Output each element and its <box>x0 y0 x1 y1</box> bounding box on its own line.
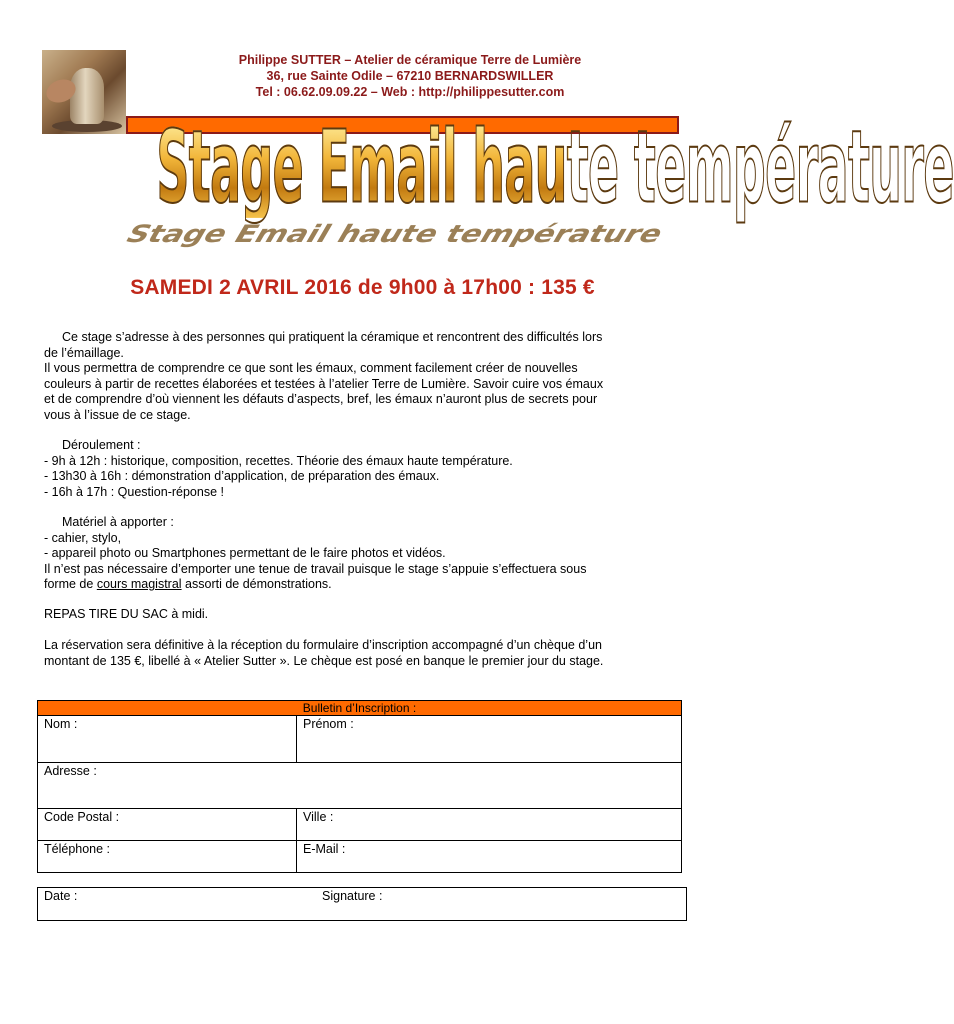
adresse-field[interactable]: Adresse : <box>38 763 682 809</box>
intro-line: couleurs à partir de recettes élaborées et testées à l’atelier Terre de Lumière. Savoir cuire vos émaux <box>44 376 604 391</box>
reservation-section <box>44 638 664 669</box>
registration-form <box>37 700 682 873</box>
intro-line: et de comprendre d’où viennent les défauts d’aspects, bref, les émaux n’auront plus de secrets pour <box>44 392 598 406</box>
lunch-note: REPAS TIRE DU SAC à midi. <box>44 607 209 621</box>
reservation-line: montant de 135 €, libellé à « Atelier Sutter ». Le chèque est posé en banque le premier jour du stage. <box>44 653 604 668</box>
reservation-line: La réservation sera définitive à la réception du formulaire d’inscription accompagné d’un chèque d’un <box>44 638 602 652</box>
vase-shape <box>70 68 104 124</box>
materials-item: - cahier, stylo, <box>44 530 122 545</box>
pottery-photo <box>42 50 126 134</box>
intro-line: Ce stage s’adresse à des personnes qui pratiquent la céramique et rencontrent des difficultés lors <box>62 330 603 344</box>
page-title-shadow: Stage Email haute température <box>119 220 670 248</box>
schedule-heading: Déroulement : <box>62 438 141 452</box>
schedule-section <box>44 438 664 500</box>
materials-item: - appareil photo ou Smartphones permettant de le faire photos et vidéos. <box>44 546 446 560</box>
telephone-field[interactable]: Téléphone : <box>38 841 297 873</box>
header-address: 36, rue Sainte Odile – 67210 BERNARDSWILLER <box>266 69 554 83</box>
materials-note-end: assorti de démonstrations. <box>181 577 332 591</box>
signature-form <box>37 887 687 921</box>
materials-note-start: forme de <box>44 577 97 591</box>
schedule-item: - 16h à 17h : Question-réponse ! <box>44 484 224 499</box>
cours-magistral-text: cours magistral <box>96 577 182 591</box>
materials-note: Il n’est pas nécessaire d’emporter une tenue de travail puisque le stage s’appuie s’effectuera sous <box>44 561 587 576</box>
intro-line: Il vous permettra de comprendre ce que sont les émaux, comment facilement créer de nouvelles <box>44 361 578 375</box>
materials-heading: Matériel à apporter : <box>62 515 174 529</box>
ville-field[interactable]: Ville : <box>297 809 682 841</box>
event-date-price: SAMEDI 2 AVRIL 2016 de 9h00 à 17h00 : 135 € <box>130 276 595 299</box>
schedule-item: - 9h à 12h : historique, composition, recettes. Théorie des émaux haute température. <box>44 453 513 468</box>
header-contact: Tel : 06.62.09.09.22 – Web : http://philippesutter.com <box>255 85 565 99</box>
header-studio-name: Philippe SUTTER – Atelier de céramique Terre de Lumière <box>238 53 582 67</box>
code-postal-field[interactable]: Code Postal : <box>38 809 297 841</box>
page-title: Stage Email haute température <box>156 109 954 226</box>
materials-section <box>44 515 664 593</box>
intro-line: de l’émaillage. <box>44 345 124 360</box>
nom-field[interactable]: Nom : <box>38 716 297 763</box>
date-field[interactable]: Date : <box>38 888 317 921</box>
email-field[interactable]: E-Mail : <box>297 841 682 873</box>
form-heading: Bulletin d’Inscription : <box>38 701 682 716</box>
intro-paragraph <box>44 330 664 423</box>
schedule-item: - 13h30 à 16h : démonstration d’application, de préparation des émaux. <box>44 469 440 483</box>
materials-note <box>44 577 664 593</box>
prenom-field[interactable]: Prénom : <box>297 716 682 763</box>
intro-line: vous à l’issue de ce stage. <box>44 407 191 422</box>
signature-field[interactable]: Signature : <box>316 888 687 921</box>
